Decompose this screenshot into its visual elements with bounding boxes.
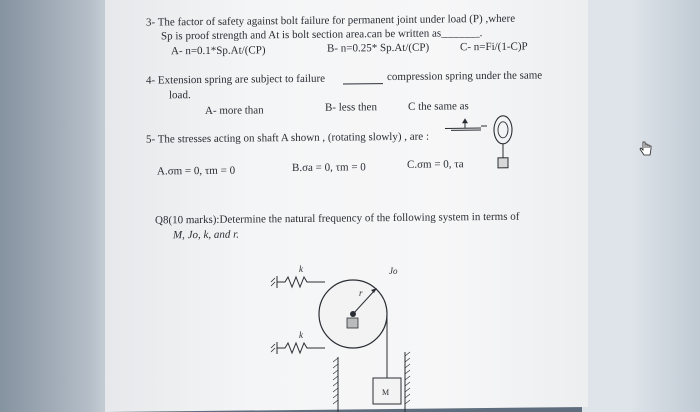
spring-pulley-diagram <box>255 262 425 412</box>
q4-option-a: A- more than <box>205 104 264 117</box>
label-k-top: k <box>299 264 303 274</box>
label-mass: M <box>382 388 390 397</box>
label-jo: Jo <box>389 266 398 276</box>
q4-line1-end: compression spring under the same <box>387 69 543 84</box>
background-left <box>0 0 110 412</box>
q3-line1: 3- The factor of safety against bolt failure for permanent joint under load (P) ,where <box>146 12 516 29</box>
hand-cursor-icon <box>638 140 654 158</box>
q8-line2: M, Jo, k, and r. <box>173 228 239 242</box>
shaft-sketch <box>443 108 523 174</box>
q4-line1-start: 4- Extension spring are subject to failure <box>146 72 326 87</box>
q3-option-a: A- n=0.1*Sp.At/(CP) <box>171 44 266 58</box>
q4-blank <box>343 83 383 84</box>
q5-text: 5- The stresses acting on shaft A shown , (rotating slowly) , are : <box>146 130 429 146</box>
q5-option-b: B.σa = 0, τm = 0 <box>292 161 366 175</box>
label-k-bottom: k <box>299 330 303 340</box>
q3-option-b: B- n=0.25* Sp.At/(CP) <box>327 41 430 55</box>
q3-option-c: C- n=Fi/(1-C)P <box>460 40 528 54</box>
q8-line1: Q8(10 marks):Determine the natural frequency of the following system in terms of <box>155 210 520 227</box>
q3-line2: Sp is proof strength and At is bolt section area.can be written as_______. <box>161 27 483 43</box>
q5-option-c: C.σm = 0, τa <box>407 158 464 171</box>
q5-option-a: A.σm = 0, τm = 0 <box>157 164 236 178</box>
q4-option-b: B- less then <box>325 101 377 114</box>
background-right <box>582 0 700 412</box>
label-r: r <box>359 288 363 298</box>
q4-line2: load. <box>169 89 191 102</box>
q4-option-c: C the same as <box>408 100 469 113</box>
